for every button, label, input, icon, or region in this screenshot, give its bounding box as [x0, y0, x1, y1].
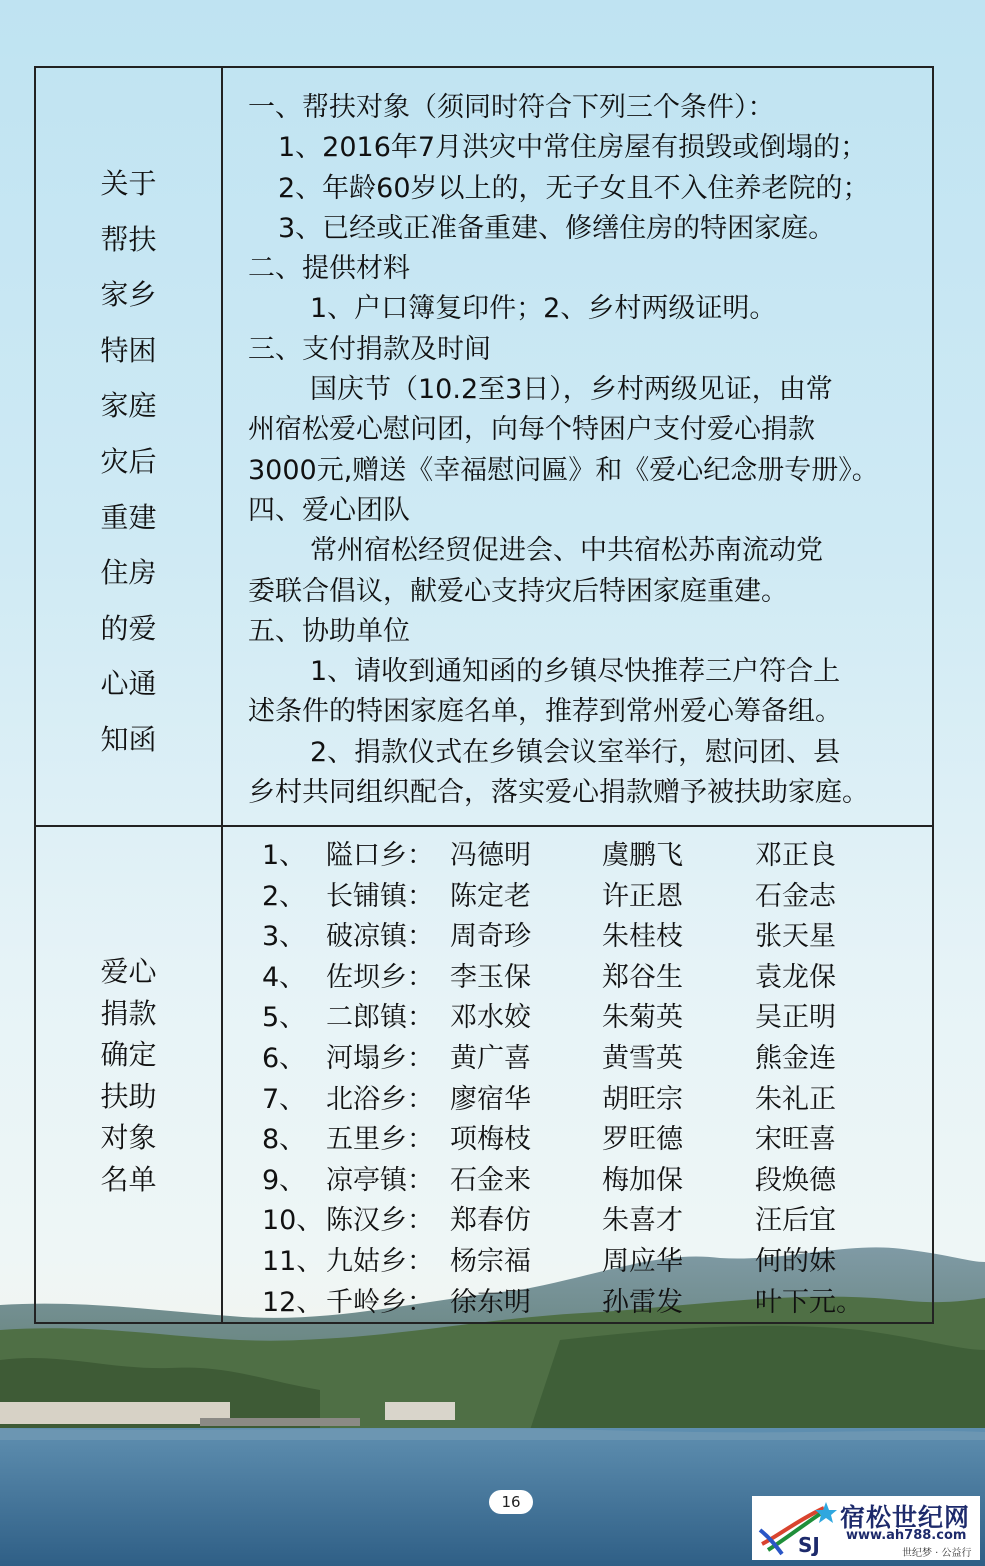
recipient-name: 郑谷生	[602, 961, 683, 993]
notice-paragraph: 1、户口簿复印件；2、乡村两级证明。	[310, 293, 777, 325]
recipient-name: 朱菊英	[602, 1002, 683, 1034]
recipient-name: 石金志	[755, 880, 836, 912]
recipients-title-line: 确定	[100, 1038, 157, 1071]
notice-title-line: 重建	[100, 500, 157, 534]
notice-paragraph: 三、支付捐款及时间	[248, 333, 491, 365]
recipient-name: 杨宗福	[450, 1245, 531, 1277]
notice-paragraph: 二、提供材料	[248, 253, 410, 285]
logo-slogan: 世纪梦 · 公益行	[902, 1548, 972, 1559]
recipients-title-line: 扶助	[100, 1079, 157, 1113]
recipient-name: 冯德明	[450, 840, 531, 871]
notice-paragraph: 1、请收到通知函的乡镇尽快推荐三户符合上	[310, 656, 841, 688]
notice-title-line: 知函	[100, 722, 157, 756]
notice-paragraph: 五、协助单位	[248, 615, 410, 647]
recipient-name: 郑春仿	[450, 1205, 531, 1237]
notice-paragraph: 一、帮扶对象（须同时符合下列三个条件）：	[248, 92, 775, 123]
notice-paragraph: 四、爱心团队	[248, 494, 410, 526]
town-name: 千岭乡：	[326, 1286, 434, 1318]
recipient-name: 朱喜才	[602, 1205, 683, 1237]
recipient-name: 陈定老	[450, 880, 531, 912]
town-name: 陈汉乡：	[326, 1205, 434, 1237]
recipient-name: 宋旺喜	[755, 1124, 836, 1156]
column-divider	[221, 68, 223, 1322]
row-number: 7、	[262, 1083, 307, 1115]
recipient-row	[262, 1242, 922, 1283]
notice-paragraph: 3、已经或正准备重建、修缮住房的特困家庭。	[278, 212, 836, 244]
town-name: 九姑乡：	[326, 1245, 434, 1277]
notice-table	[34, 66, 934, 1324]
recipient-row	[262, 958, 922, 999]
notice-title-line: 的爱	[100, 611, 157, 645]
town-name: 佐坝乡：	[326, 961, 434, 993]
notice-title-line: 家乡	[100, 278, 157, 312]
recipient-name: 虞鹏飞	[602, 840, 683, 871]
notice-title-line: 家庭	[100, 389, 157, 423]
row-number: 4、	[262, 961, 307, 993]
notice-paragraph: 3000元,赠送《幸福慰问匾》和《爱心纪念册专册》。	[248, 454, 879, 486]
logo-name: 宿松世纪网	[840, 1503, 971, 1532]
recipient-name: 罗旺德	[602, 1124, 683, 1156]
town-name: 长铺镇：	[326, 880, 434, 912]
recipient-name: 邓水姣	[450, 1002, 531, 1034]
notice-title-line: 特困	[100, 333, 157, 367]
recipient-name: 黄雪英	[602, 1042, 683, 1074]
row-number: 11、	[262, 1245, 324, 1277]
recipient-name: 朱礼正	[755, 1083, 836, 1115]
recipient-row	[262, 1080, 922, 1121]
recipient-row	[262, 1283, 922, 1324]
recipient-name: 廖宿华	[450, 1083, 531, 1115]
notice-paragraph: 州宿松爱心慰问团，向每个特困户支付爱心捐款	[248, 414, 815, 446]
recipient-row	[262, 917, 922, 958]
town-name: 二郎镇：	[326, 1002, 434, 1034]
recipients-list	[262, 836, 922, 1323]
recipient-name: 周应华	[602, 1245, 683, 1277]
recipient-name: 石金来	[450, 1164, 531, 1196]
notice-body	[248, 88, 938, 813]
recipient-name: 汪后宜	[755, 1205, 836, 1237]
row-number: 9、	[262, 1164, 307, 1196]
recipient-name: 袁龙保	[755, 961, 836, 993]
logo-url[interactable]: www.ah788.com	[846, 1528, 967, 1543]
recipient-row	[262, 1120, 922, 1161]
recipient-row	[262, 998, 922, 1039]
row-divider	[36, 825, 932, 827]
recipient-name: 张天星	[755, 921, 836, 953]
town-name: 五里乡：	[326, 1124, 434, 1156]
notice-title-line: 灾后	[100, 444, 157, 478]
recipients-title-line: 名单	[100, 1162, 157, 1196]
recipient-name: 熊金连	[755, 1042, 836, 1074]
logo-star-icon	[758, 1500, 840, 1556]
recipients-title-line: 捐款	[100, 996, 157, 1030]
row-number: 8、	[262, 1124, 307, 1156]
town-name: 北浴乡：	[326, 1083, 434, 1115]
row-number: 10、	[262, 1205, 324, 1237]
row-number: 2、	[262, 880, 307, 912]
row-number: 1、	[262, 840, 307, 871]
notice-paragraph: 述条件的特困家庭名单，推荐到常州爱心筹备组。	[248, 696, 842, 728]
recipients-title	[36, 951, 221, 1200]
recipients-title-line: 爱心	[100, 955, 157, 988]
town-name: 河塌乡：	[326, 1042, 434, 1074]
recipient-row	[262, 836, 922, 877]
row-number: 12、	[262, 1286, 324, 1318]
town-name: 凉亭镇：	[326, 1164, 434, 1196]
recipient-name: 叶下元。	[755, 1286, 863, 1318]
notice-paragraph: 2、捐款仪式在乡镇会议室举行，慰问团、县	[310, 736, 841, 768]
row-number: 6、	[262, 1042, 307, 1074]
logo-initials: SJ	[798, 1533, 820, 1556]
notice-title	[36, 156, 221, 768]
site-logo[interactable]	[752, 1496, 980, 1560]
town-name: 破凉镇：	[326, 921, 434, 953]
recipient-name: 胡旺宗	[602, 1083, 683, 1115]
recipients-title-line: 对象	[100, 1121, 157, 1154]
town-name: 隘口乡：	[326, 840, 434, 871]
recipient-name: 许正恩	[602, 880, 683, 912]
recipient-name: 徐东明	[450, 1286, 531, 1318]
recipient-name: 吴正明	[755, 1002, 836, 1034]
recipient-name: 邓正良	[755, 840, 836, 871]
recipient-name: 朱桂枝	[602, 921, 683, 953]
page-number: 16	[489, 1490, 533, 1514]
recipient-row	[262, 1201, 922, 1242]
recipient-name: 黄广喜	[450, 1042, 531, 1074]
notice-paragraph: 委联合倡议，献爱心支持灾后特困家庭重建。	[248, 575, 788, 607]
recipient-row	[262, 1039, 922, 1080]
recipient-name: 李玉保	[450, 961, 531, 993]
recipient-name: 段焕德	[755, 1164, 836, 1196]
recipient-row	[262, 1161, 922, 1202]
row-number: 5、	[262, 1002, 307, 1034]
recipient-name: 孙雷发	[602, 1286, 683, 1318]
recipient-name: 周奇珍	[450, 921, 531, 953]
notice-title-line: 帮扶	[100, 222, 157, 256]
notice-paragraph: 1、2016年7月洪灾中常住房屋有损毁或倒塌的；	[278, 132, 868, 164]
recipient-name: 梅加保	[602, 1164, 683, 1196]
notice-title-line: 心通	[100, 667, 157, 701]
notice-paragraph: 国庆节（10.2至3日），乡村两级见证，由常	[310, 374, 833, 406]
recipient-row	[262, 877, 922, 918]
notice-paragraph: 2、年龄60岁以上的，无子女且不入住养老院的；	[278, 172, 870, 204]
recipient-name: 项梅枝	[450, 1124, 531, 1156]
notice-paragraph: 常州宿松经贸促进会、中共宿松苏南流动党	[310, 535, 823, 567]
notice-title-line: 住房	[100, 556, 157, 590]
notice-title-line: 关于	[100, 167, 157, 200]
notice-paragraph: 乡村共同组织配合，落实爱心捐款赠予被扶助家庭。	[248, 777, 869, 809]
recipient-name: 何的妹	[755, 1245, 836, 1277]
row-number: 3、	[262, 921, 307, 953]
